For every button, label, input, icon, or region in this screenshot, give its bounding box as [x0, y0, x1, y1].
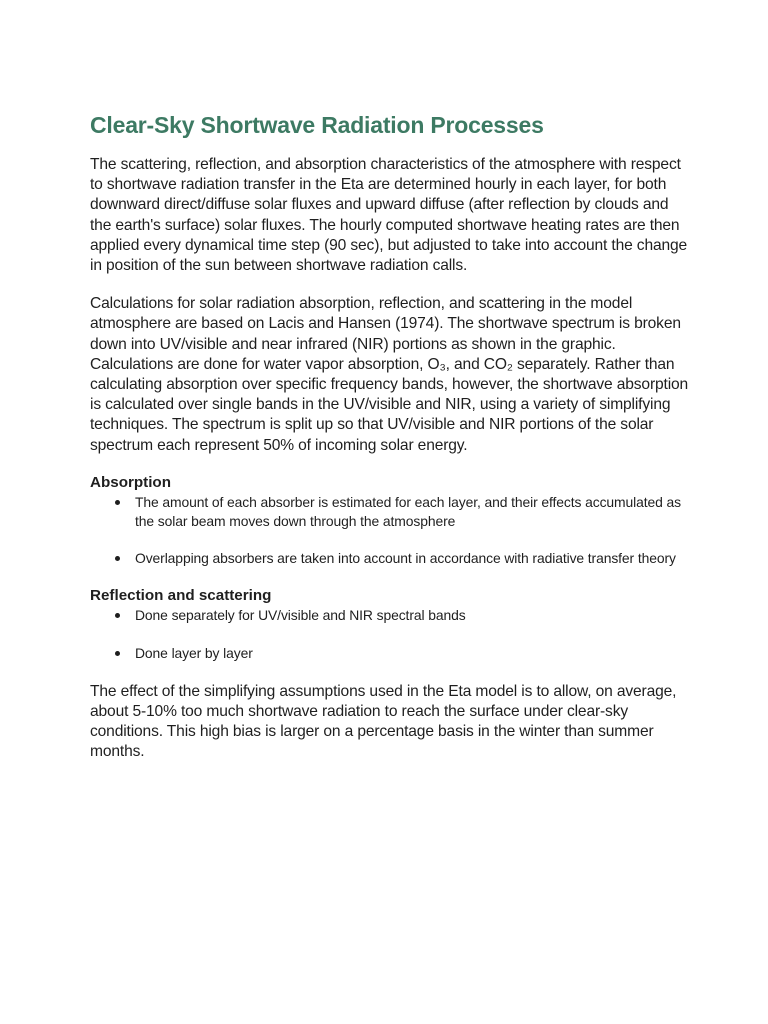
list-item: [90, 644, 690, 663]
bullet-icon: [115, 500, 120, 505]
bullet-icon: [115, 613, 120, 618]
bullet-icon: [115, 651, 120, 656]
absorption-heading: Absorption: [90, 473, 171, 491]
list-item-text: Done layer by layer: [135, 644, 253, 661]
list-item-text: Overlapping absorbers are taken into account in accordance with radiative transfer theory: [135, 549, 676, 566]
reflection-list: [90, 606, 690, 663]
list-item: [90, 606, 690, 625]
bullet-icon: [115, 556, 120, 561]
intro-paragraph: The scattering, reflection, and absorption characteristics of the atmosphere with respect to shortwave radiation transfer in the Eta are determined hourly in each layer, for both downward direct/diffuse solar fluxes and upward diffuse (after reflection by clouds and the earth's surface) solar fluxes. The hourly computed shortwave heating rates are then applied every dynamical time step (90 sec), but adjusted to take into account the change in position of the sun between shortwave radiation calls.: [90, 156, 688, 275]
reflection-heading: Reflection and scattering: [90, 586, 272, 604]
list-item-text: Done separately for UV/visible and NIR spectral bands: [135, 606, 466, 623]
list-item-text: The amount of each absorber is estimated for each layer, and their effects accumulated as the solar beam moves down through the atmosphere: [135, 493, 682, 529]
conclusion-paragraph: The effect of the simplifying assumptions used in the Eta model is to allow, on average, about 5-10% too much shortwave radiation to reach the surface under clear-sky conditions. This high bias is larger on a percentage basis in the winter than summer months.: [90, 682, 677, 761]
page-title: Clear-Sky Shortwave Radiation Processes: [90, 112, 544, 138]
list-item: [90, 493, 690, 531]
list-item: [90, 549, 690, 568]
absorption-list: [90, 493, 690, 568]
document-page: [90, 108, 690, 763]
calculations-paragraph: Calculations for solar radiation absorption, reflection, and scattering in the model atmosphere are based on Lacis and Hansen (1974). The shortwave spectrum is broken down into UV/visible and near infrared (NIR) portions as shown in the graphic. Calculations are done for water vapor absorption, O₃, and CO₂ separately. Rather than calculating absorption over specific frequency bands, however, the shortwave absorption is calculated over single bands in the UV/visible and NIR, using a variety of simplifying techniques. The spectrum is split up so that UV/visible and NIR portions of the solar spectrum each represent 50% of incoming solar energy.: [90, 295, 689, 454]
